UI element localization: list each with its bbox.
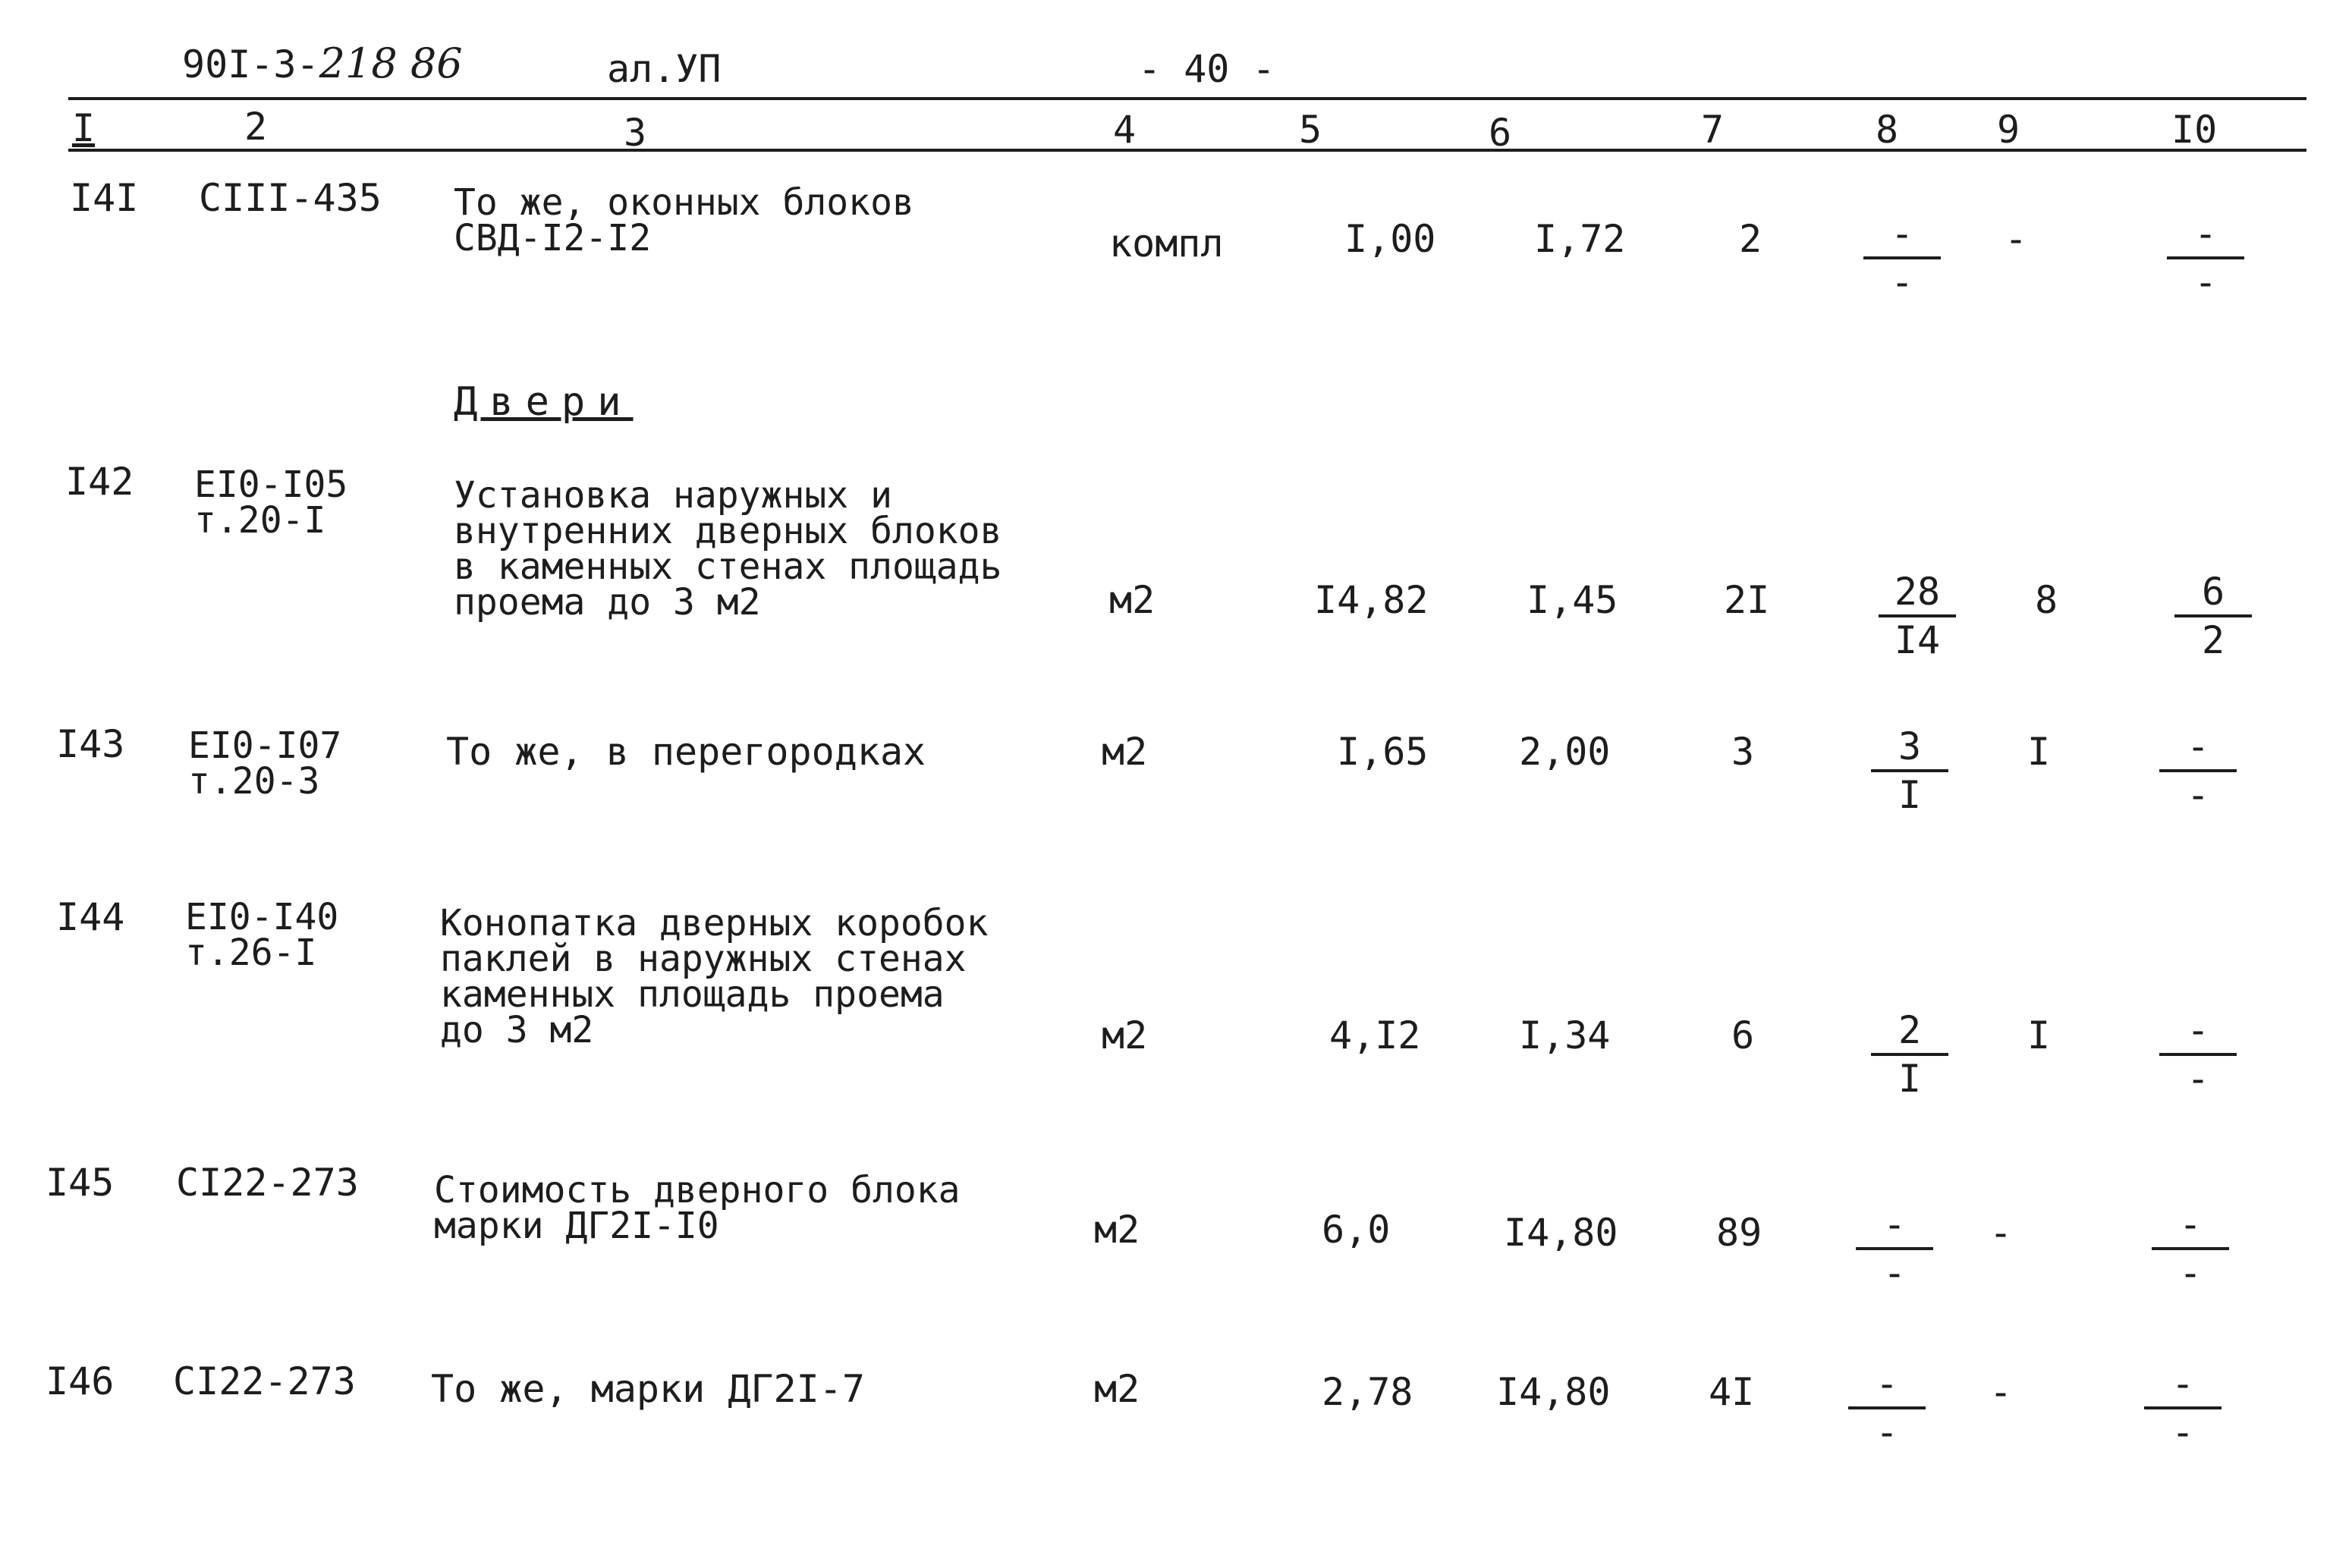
header-top-rule <box>68 97 2306 100</box>
document-code-handwritten: 218 86 <box>319 39 463 87</box>
row-unit: м2 <box>1109 578 1156 622</box>
row-column-6: I,45 <box>1527 578 1618 622</box>
fraction-bottom: I <box>1898 1057 1922 1101</box>
row-column-8-fraction <box>1845 1362 1929 1453</box>
fraction-bottom: - <box>2186 1057 2210 1101</box>
fraction-top: - <box>2186 724 2210 768</box>
column-number: 8 <box>1876 108 1899 152</box>
row-column-9: I <box>2027 1013 2051 1057</box>
row-quantity: 2,78 <box>1322 1370 1413 1414</box>
row-number: I43 <box>56 722 125 766</box>
row-unit: компл <box>1109 222 1224 266</box>
row-quantity: 4,I2 <box>1329 1013 1421 1057</box>
fraction-bar <box>2159 769 2237 772</box>
header-bottom-rule <box>68 149 2306 152</box>
row-column-6: I4,80 <box>1504 1211 1618 1255</box>
row-column-7: 4I <box>1709 1370 1755 1414</box>
fraction-top: 28 <box>1894 570 1941 614</box>
column-number: 3 <box>624 111 647 155</box>
fraction-bar <box>1848 1406 1926 1409</box>
fraction-bar <box>2159 1053 2237 1056</box>
column-number: 7 <box>1701 108 1725 152</box>
column-number: 6 <box>1489 111 1512 155</box>
row-description: То же, оконных блоков СВД-I2-I2 <box>454 181 914 259</box>
row-column-10-fraction <box>2156 725 2240 816</box>
row-column-8-fraction <box>1876 570 1959 661</box>
fraction-top: - <box>1882 1202 1907 1246</box>
fraction-top: - <box>2186 1008 2210 1052</box>
row-column-8-fraction <box>1868 725 1951 816</box>
fraction-bar <box>1871 769 1948 772</box>
row-column-10-fraction <box>2156 1009 2240 1100</box>
row-unit: м2 <box>1094 1367 1140 1411</box>
fraction-top: - <box>1875 1362 1899 1406</box>
column-number: 4 <box>1113 108 1137 152</box>
row-column-7: 2I <box>1724 578 1770 622</box>
row-number: I4I <box>70 176 139 220</box>
row-column-6: I,72 <box>1534 217 1626 261</box>
fraction-bar <box>1871 1053 1948 1056</box>
fraction-bottom: - <box>2171 1410 2195 1454</box>
row-code: CI22-273 <box>176 1161 359 1205</box>
row-column-7: 6 <box>1731 1013 1755 1057</box>
fraction-bar <box>2144 1406 2222 1409</box>
row-code: EI0-I40 т.26-I <box>185 896 339 974</box>
row-column-9: 8 <box>2035 578 2058 622</box>
row-quantity: I4,82 <box>1314 578 1429 622</box>
row-code: EI0-I07 т.20-3 <box>188 724 342 803</box>
row-column-10-fraction <box>2164 212 2247 303</box>
row-unit: м2 <box>1102 730 1148 774</box>
row-number: I44 <box>56 895 125 939</box>
column-number: 9 <box>1997 108 2020 152</box>
row-column-6: I,34 <box>1519 1013 1611 1057</box>
row-unit: м2 <box>1094 1208 1140 1252</box>
document-code-printed: 90I-3- <box>182 42 319 86</box>
fraction-bar <box>1863 256 1941 259</box>
row-column-10-fraction <box>2149 1203 2232 1294</box>
row-unit: м2 <box>1102 1013 1148 1057</box>
fraction-bottom: - <box>1875 1410 1899 1454</box>
row-description: Конопатка дверных коробок паклей в наружных стенах каменных площадь проема до 3 м2 <box>440 902 989 1051</box>
row-column-7: 89 <box>1716 1211 1762 1255</box>
row-column-8-fraction <box>1868 1009 1951 1100</box>
row-column-10-fraction <box>2171 570 2255 661</box>
row-column-8-fraction <box>1860 212 1944 303</box>
row-code: CI22-273 <box>173 1359 356 1403</box>
column-number: 2 <box>244 105 268 149</box>
column-number: I0 <box>2171 108 2218 152</box>
fraction-bottom: - <box>2186 773 2210 817</box>
row-column-6: I4,80 <box>1496 1370 1611 1414</box>
row-column-8-fraction <box>1853 1203 1936 1294</box>
fraction-bottom: - <box>1882 1251 1907 1295</box>
row-description: То же, в перегородках <box>446 730 926 774</box>
page-number: - 40 - <box>1138 47 1275 91</box>
fraction-bottom: 2 <box>2201 618 2225 662</box>
fraction-top: 6 <box>2201 570 2225 614</box>
row-column-7: 3 <box>1731 730 1755 774</box>
column-number: 5 <box>1299 108 1322 152</box>
fraction-bar <box>1856 1247 1933 1250</box>
row-code: CIII-435 <box>199 176 382 220</box>
row-number: I45 <box>46 1161 115 1205</box>
document-code <box>182 39 463 87</box>
fraction-top: 3 <box>1898 724 1922 768</box>
fraction-top: 2 <box>1898 1008 1922 1052</box>
fraction-bottom: - <box>2193 260 2218 304</box>
row-column-9: I <box>2027 730 2051 774</box>
row-column-9: - <box>1989 1211 2013 1255</box>
row-description: То же, марки ДГ2I-7 <box>431 1367 865 1411</box>
fraction-bar <box>1879 614 1956 617</box>
fraction-top: - <box>2193 212 2218 256</box>
row-column-9: - <box>2005 217 2028 261</box>
column-number: I <box>72 106 96 150</box>
fraction-bottom: I <box>1898 773 1922 817</box>
fraction-top: - <box>2171 1362 2195 1406</box>
fraction-top: - <box>2178 1202 2203 1246</box>
row-description: Стоимость дверного блока марки ДГ2I-I0 <box>434 1169 961 1247</box>
fraction-bottom: - <box>2178 1251 2203 1295</box>
fraction-bottom: - <box>1890 260 1914 304</box>
row-quantity: I,00 <box>1344 217 1436 261</box>
fraction-bar <box>2152 1247 2229 1250</box>
row-quantity: 6,0 <box>1322 1208 1391 1252</box>
row-number: I42 <box>65 460 134 504</box>
section-title: Двери <box>454 379 634 425</box>
fraction-top: - <box>1890 212 1914 256</box>
fraction-bar <box>2167 256 2244 259</box>
row-column-7: 2 <box>1739 217 1762 261</box>
row-description: Установка наружных и внутренних дверных блоков в каменных стенах площадь проема до 3 м2 <box>454 474 1002 624</box>
row-quantity: I,65 <box>1337 730 1429 774</box>
row-column-6: 2,00 <box>1519 730 1611 774</box>
album-label: ал.УП <box>607 47 722 91</box>
fraction-bar <box>2174 614 2252 617</box>
row-column-10-fraction <box>2141 1362 2225 1453</box>
row-number: I46 <box>46 1359 115 1403</box>
fraction-bottom: I4 <box>1894 618 1941 662</box>
row-column-9: - <box>1989 1370 2013 1414</box>
row-code: EI0-I05 т.20-I <box>194 463 348 542</box>
